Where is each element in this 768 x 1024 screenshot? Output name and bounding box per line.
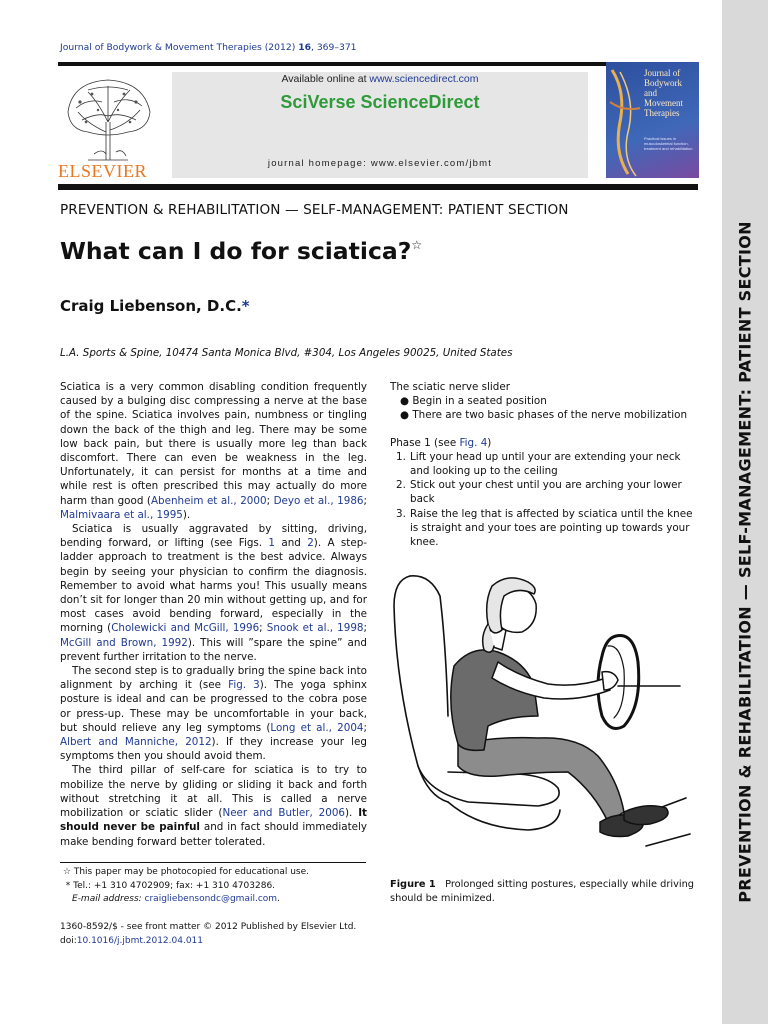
paragraph-4 (60, 763, 367, 848)
step-text: Lift your head up until your are extending your neck and looking up to the ceiling (410, 450, 681, 478)
footnote-1 (60, 866, 370, 880)
reference-link[interactable]: Albert and Manniche, 2012 (60, 736, 212, 749)
reference-link[interactable]: McGill and Brown, 1992 (60, 636, 188, 649)
body-text: ). (182, 508, 191, 521)
citation-volume: 16 (298, 42, 311, 53)
body-text: ; (259, 622, 267, 635)
footnote-2-text: Tel.: +1 310 4702909; fax: +1 310 4703286. (73, 880, 276, 891)
step-item (390, 507, 700, 550)
body-text: and (275, 537, 308, 550)
sciencedirect-banner (172, 72, 588, 178)
body-text: Sciatica is usually aggravated by sitting, driving, bending forward, or lifting (see Figs. (60, 523, 367, 550)
body-text: Sciatica is a very common disabling condition frequently caused by a bulging disc compressing a nerve at the base of the spine. Sciatica involves pain, numbness or tingling down the back of the thigh and leg. There may be some low back pain, but there is usually more leg than back discomfort. There can even be weakness in the leg. Unfortunately, it can persist for months at a time and while rest is often prescribed this may actually do more harm than good ( (60, 381, 367, 507)
citation-prefix: Journal of Bodywork & Movement Therapies (2012) (60, 42, 299, 53)
elsevier-wordmark[interactable]: ELSEVIER (58, 161, 147, 181)
step-item (390, 478, 700, 506)
reference-link[interactable]: Deyo et al., 1986 (273, 494, 364, 507)
journal-cover-thumbnail[interactable] (606, 62, 699, 178)
figure-label: Figure 1 (390, 879, 436, 890)
header-top-rule (58, 62, 698, 66)
author-text: Craig Liebenson, D.C. (60, 297, 242, 315)
cover-subtitle: Practical issues in musculoskeletal function, treatment and rehabilitation (644, 136, 693, 151)
bullet-text: Begin in a seated position (412, 395, 547, 408)
bullet-item: ● Begin in a seated position (400, 395, 547, 408)
emphasis-text: It should never be painful (60, 807, 367, 834)
body-text: ; (363, 721, 367, 734)
cover-title: Journal of Bodywork and Movement Therapies (644, 68, 683, 118)
sciencedirect-link[interactable]: www.sciencedirect.com (369, 73, 479, 85)
paragraph-3 (60, 664, 367, 763)
right-column (390, 380, 700, 549)
reference-link[interactable]: Abenheim et al., 2000 (150, 494, 267, 507)
slider-bullets (390, 394, 700, 422)
phase-heading (390, 436, 700, 450)
body-text: ; (266, 494, 274, 507)
available-label: Available online at (281, 73, 370, 85)
body-text: ). This will ”spare the spine” and prevent further irritation to the nerve. (60, 636, 367, 663)
email-link[interactable]: craigliebensondc@gmail.com (144, 894, 278, 905)
body-text: ; (363, 494, 368, 507)
footnote-2-mark: * (65, 880, 71, 891)
reference-link[interactable]: Cholewicki and McGill, 1996 (111, 622, 260, 635)
sidebar-section-label: PREVENTION & REHABILITATION — SELF-MANAGEMENT: PATIENT SECTION (735, 221, 755, 903)
body-text: ). (345, 807, 359, 820)
figure-1-illustration (388, 566, 702, 866)
bullet-text: There are two basic phases of the nerve mobilization (412, 409, 688, 422)
reference-link[interactable]: Fig. 3 (228, 679, 260, 692)
reference-link[interactable]: Neer and Butler, 2006 (222, 807, 346, 820)
paragraph-1 (60, 380, 367, 522)
footnote-email: E-mail address: craigliebensondc@gmail.com. (72, 894, 280, 905)
body-text: The second step is to gradually bring the spine back into alignment by arching it (see (60, 665, 367, 692)
step-number: 1. (396, 450, 406, 463)
phase-steps (390, 450, 700, 549)
reference-link[interactable]: 1 (268, 537, 276, 550)
footnote-2 (60, 880, 370, 894)
title-text: What can I do for sciatica? (60, 237, 412, 265)
elsevier-tree-logo (58, 72, 158, 162)
header-bottom-rule (58, 184, 698, 190)
figure-caption-text: Prolonged sitting postures, especially while driving should be minimized. (390, 879, 695, 904)
issn-line: 1360-8592/$ - see front matter © 2012 Published by Elsevier Ltd. (60, 922, 357, 932)
footnote-1-mark: ☆ (62, 867, 71, 877)
step-number: 3. (396, 507, 406, 520)
title-footnote-mark[interactable]: ☆ (411, 238, 423, 252)
body-text: and in fact should immediately make bending forward better tolerated. (60, 821, 368, 848)
doi-label: doi: (60, 936, 77, 946)
doi-link[interactable]: 10.1016/j.jbmt.2012.04.011 (76, 936, 204, 946)
issn-doi-block (60, 920, 356, 948)
left-column (60, 380, 367, 849)
section-heading: PREVENTION & REHABILITATION — SELF-MANAGEMENT: PATIENT SECTION (60, 202, 569, 218)
reference-link[interactable]: Snook et al., 1998 (266, 622, 364, 635)
doi-line (60, 934, 356, 948)
available-online (172, 73, 588, 85)
body-text: The third pillar of self-care for sciatica is to try to mobilize the nerve by gliding or sliding it back and forth without stretching it at all. This is called a nerve mobilization or sciatic slider ( (60, 764, 367, 820)
step-item (390, 450, 700, 478)
reference-link[interactable]: 2 (307, 537, 314, 550)
footnote-rule (60, 862, 366, 863)
article-title (60, 237, 422, 265)
journal-homepage[interactable]: journal homepage: www.elsevier.com/jbmt (267, 158, 493, 169)
slider-heading: The sciatic nerve slider (390, 381, 510, 393)
fig4-link[interactable]: Fig. 4 (459, 436, 488, 449)
reference-link[interactable]: Malmivaara et al., 1995 (60, 508, 183, 521)
phase-prefix: Phase 1 (see (390, 436, 460, 449)
email-label: E-mail address: (72, 894, 145, 905)
author-footnote-mark[interactable]: * (241, 297, 250, 315)
body-text: ). If they increase your leg symptoms then you should avoid them. (60, 736, 367, 763)
step-text: Stick out your chest until you are arching your lower back (410, 479, 682, 506)
step-text: Raise the leg that is affected by sciatica until the knee is straight and your toes are pointing up towards your knee. (410, 507, 693, 549)
section-sidebar (722, 0, 768, 1024)
footnotes (60, 866, 370, 907)
step-number: 2. (396, 479, 406, 492)
body-text: ). A step-ladder approach to treatment is the best advice. Always begin by seeing your physician to confirm the diagnosis. Remember to avoid what harms you! This usually means don’t sit for longer than 20 min without getting up, and for most cases avoid bending forward, especially in the morning ( (60, 537, 367, 635)
footnote-1-text: This paper may be photocopied for educational use. (73, 867, 309, 877)
phase-suffix: ) (487, 436, 492, 449)
reference-link[interactable]: Long et al., 2004 (270, 721, 364, 734)
journal-citation[interactable] (60, 42, 357, 53)
paragraph-2 (60, 522, 367, 664)
author-name (60, 297, 250, 315)
author-affiliation: L.A. Sports & Spine, 10474 Santa Monica Blvd, #304, Los Angeles 90025, United States (60, 347, 513, 359)
figure-1-caption (390, 878, 702, 906)
bullet-item: ● There are two basic phases of the nerve mobilization (400, 409, 688, 422)
body-text: ). The yoga sphinx posture is ideal and can be progressed to the cobra pose or press-up. These may be uncomfortable in your back, but should relieve any leg symptoms ( (60, 679, 368, 734)
body-text: ; (363, 622, 367, 635)
sciverse-brand[interactable]: SciVerse ScienceDirect (280, 92, 480, 112)
citation-pages: , 369–371 (311, 42, 357, 53)
